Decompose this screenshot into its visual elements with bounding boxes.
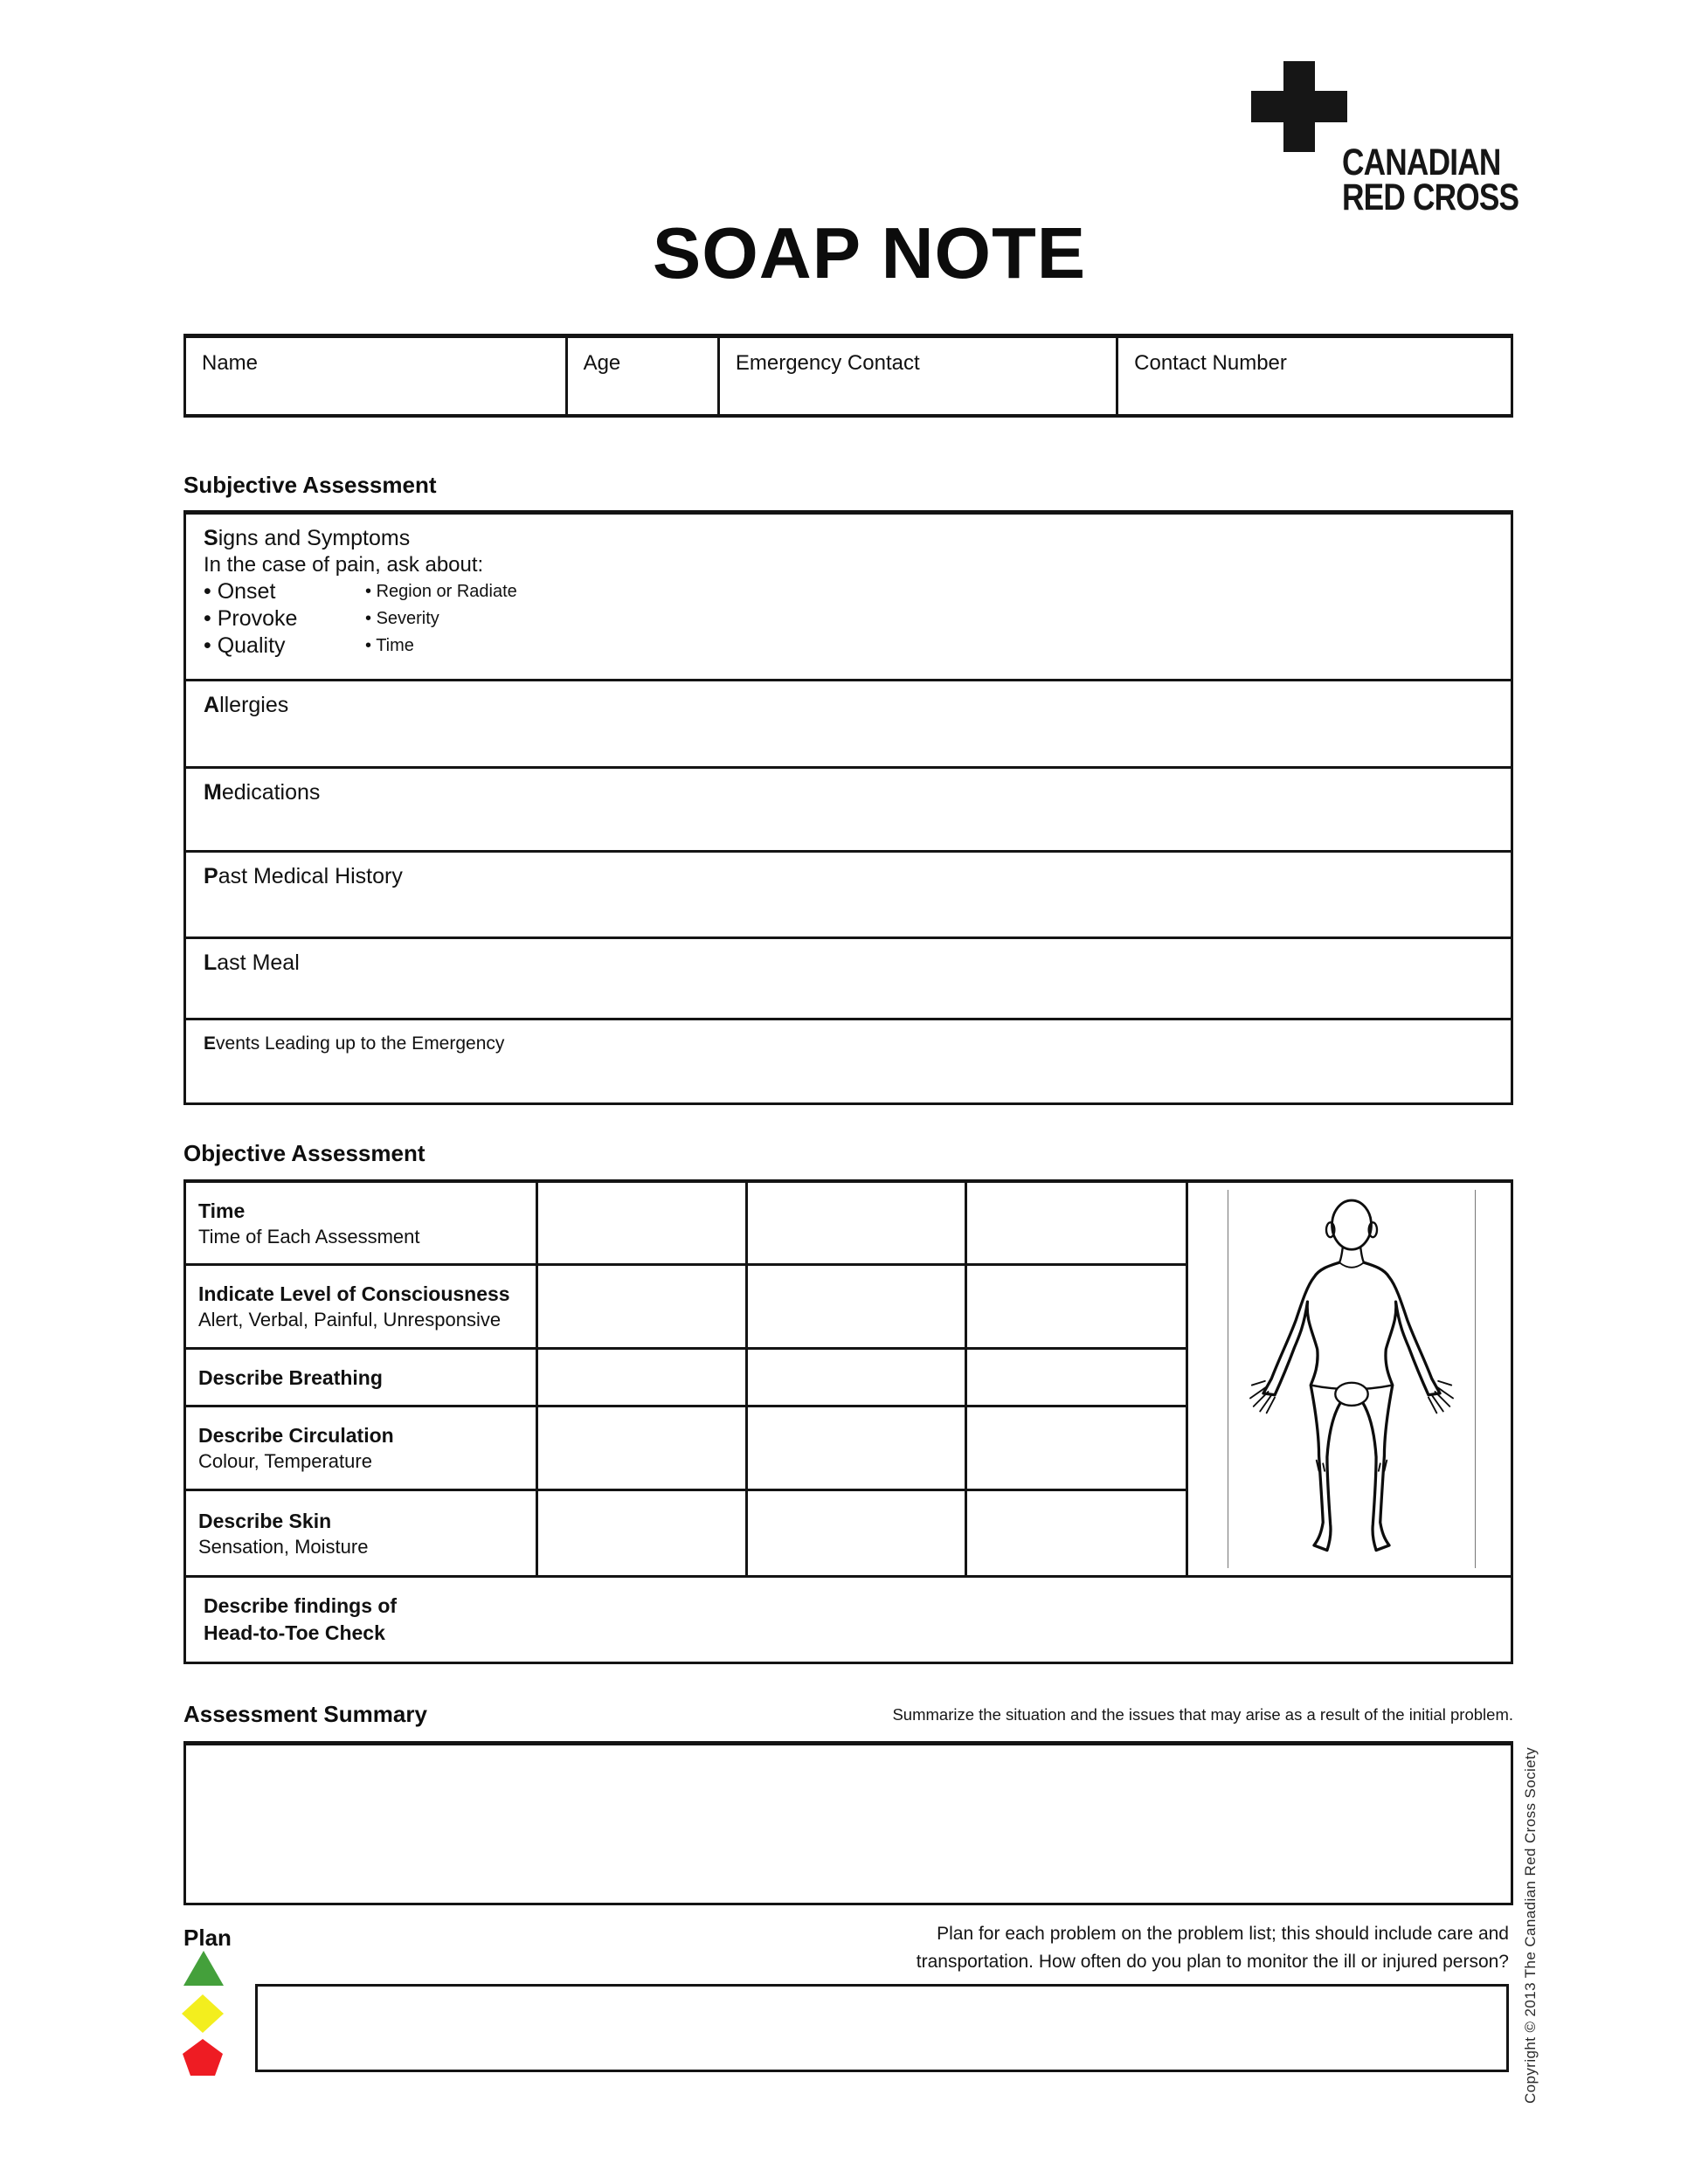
circulation-entry-3[interactable] — [967, 1407, 1186, 1489]
skin-label-cell: Describe Skin Sensation, Moisture — [186, 1491, 536, 1575]
contact-number-label: Contact Number — [1134, 351, 1287, 375]
signs-symptoms-field[interactable] — [186, 515, 1511, 679]
loc-entry-2[interactable] — [748, 1266, 965, 1347]
contact-number-field[interactable] — [1118, 338, 1511, 414]
breathing-label-cell: Describe Breathing — [186, 1350, 536, 1405]
allergies-label: Allergies — [204, 693, 289, 717]
red-pentagon-icon — [183, 2039, 223, 2076]
objective-assessment-table — [183, 1179, 1513, 1664]
head-to-toe-field[interactable] — [186, 1578, 1511, 1662]
pain-bullets-left — [204, 578, 365, 660]
last-meal-label: Last Meal — [204, 950, 300, 975]
pain-bullet-lists — [204, 578, 1511, 660]
green-triangle-icon — [183, 1951, 224, 1986]
time-entry-2[interactable] — [748, 1183, 965, 1263]
red-cross-logo-icon — [1251, 61, 1347, 152]
plan-heading: Plan — [183, 1925, 232, 1951]
bullet-provoke: • Provoke — [204, 605, 365, 632]
body-diagram-frame — [1228, 1190, 1476, 1568]
yellow-diamond-shape — [182, 1994, 224, 2033]
events-leading-field[interactable] — [186, 1020, 1511, 1102]
yellow-diamond-icon — [182, 1994, 224, 2033]
green-triangle-shape — [183, 1951, 224, 1986]
human-body-outline-icon — [1237, 1197, 1466, 1562]
head-to-toe-label-line2: Head-to-Toe Check — [204, 1621, 385, 1644]
medications-field[interactable] — [186, 769, 1511, 850]
bullet-quality: • Quality — [204, 632, 365, 660]
assessment-summary-heading: Assessment Summary — [183, 1701, 427, 1727]
last-meal-field[interactable] — [186, 939, 1511, 1018]
plan-note-line2: transportation. How often do you plan to monitor the ill or injured person? — [916, 1952, 1509, 1972]
circulation-entry-2[interactable] — [748, 1407, 965, 1489]
skin-entry-2[interactable] — [748, 1491, 965, 1575]
red-pentagon-shape — [183, 2039, 223, 2076]
assessment-summary-note: Summarize the situation and the issues that may arise as a result of the initial problem. — [892, 1705, 1513, 1724]
emergency-contact-field[interactable] — [720, 338, 1116, 414]
bullet-onset: • Onset — [204, 578, 365, 605]
age-field[interactable] — [568, 338, 717, 414]
loc-entry-3[interactable] — [967, 1266, 1186, 1347]
breathing-entry-3[interactable] — [967, 1350, 1186, 1405]
past-medical-history-label: Past Medical History — [204, 864, 403, 888]
loc-label-cell: Indicate Level of Consciousness Alert, Verbal, Painful, Unresponsive — [186, 1266, 536, 1347]
allergies-field[interactable] — [186, 681, 1511, 766]
plan-field[interactable] — [255, 1984, 1509, 2072]
skin-entry-3[interactable] — [967, 1491, 1186, 1575]
events-leading-label: Events Leading up to the Emergency — [204, 1033, 505, 1054]
objective-assessment-heading: Objective Assessment — [183, 1140, 425, 1166]
name-label: Name — [202, 351, 259, 375]
circulation-entry-1[interactable] — [538, 1407, 745, 1489]
plan-note-line1: Plan for each problem on the problem list; this should include care and — [937, 1924, 1509, 1944]
age-label: Age — [583, 351, 621, 375]
name-field[interactable] — [186, 338, 565, 414]
medications-label: Medications — [204, 780, 321, 805]
time-entry-3[interactable] — [967, 1183, 1186, 1263]
assessment-summary-field[interactable] — [183, 1741, 1513, 1905]
pain-ask-about-label: In the case of pain, ask about: — [204, 553, 484, 577]
patient-info-table — [183, 334, 1513, 418]
subjective-assessment-heading: Subjective Assessment — [183, 472, 437, 498]
logo-line1: CANADIAN — [1342, 142, 1501, 183]
subjective-assessment-table — [183, 510, 1513, 1105]
signs-symptoms-label: Signs and Symptoms — [204, 526, 411, 550]
breathing-entry-2[interactable] — [748, 1350, 965, 1405]
past-medical-history-field[interactable] — [186, 853, 1511, 936]
head-to-toe-label-line1: Describe findings of — [204, 1594, 398, 1617]
skin-entry-1[interactable] — [538, 1491, 745, 1575]
page-title: SOAP NOTE — [652, 212, 1087, 294]
logo-line2: RED CROSS — [1342, 176, 1519, 218]
bullet-region-radiate: • Region or Radiate — [365, 578, 517, 605]
pain-bullets-right — [365, 578, 517, 660]
logo-wordmark — [1342, 142, 1519, 218]
time-entry-1[interactable] — [538, 1183, 745, 1263]
breathing-entry-1[interactable] — [538, 1350, 745, 1405]
circulation-label-cell: Describe Circulation Colour, Temperature — [186, 1407, 536, 1489]
emergency-contact-label: Emergency Contact — [735, 351, 920, 375]
loc-entry-1[interactable] — [538, 1266, 745, 1347]
plan-note — [917, 1920, 1509, 1976]
time-label-cell: Time Time of Each Assessment — [186, 1183, 536, 1263]
body-diagram-cell — [1188, 1183, 1511, 1575]
bullet-time: • Time — [365, 632, 517, 660]
copyright-text: Copyright © 2013 The Canadian Red Cross Society — [1522, 1746, 1539, 2104]
bullet-severity: • Severity — [365, 605, 517, 632]
